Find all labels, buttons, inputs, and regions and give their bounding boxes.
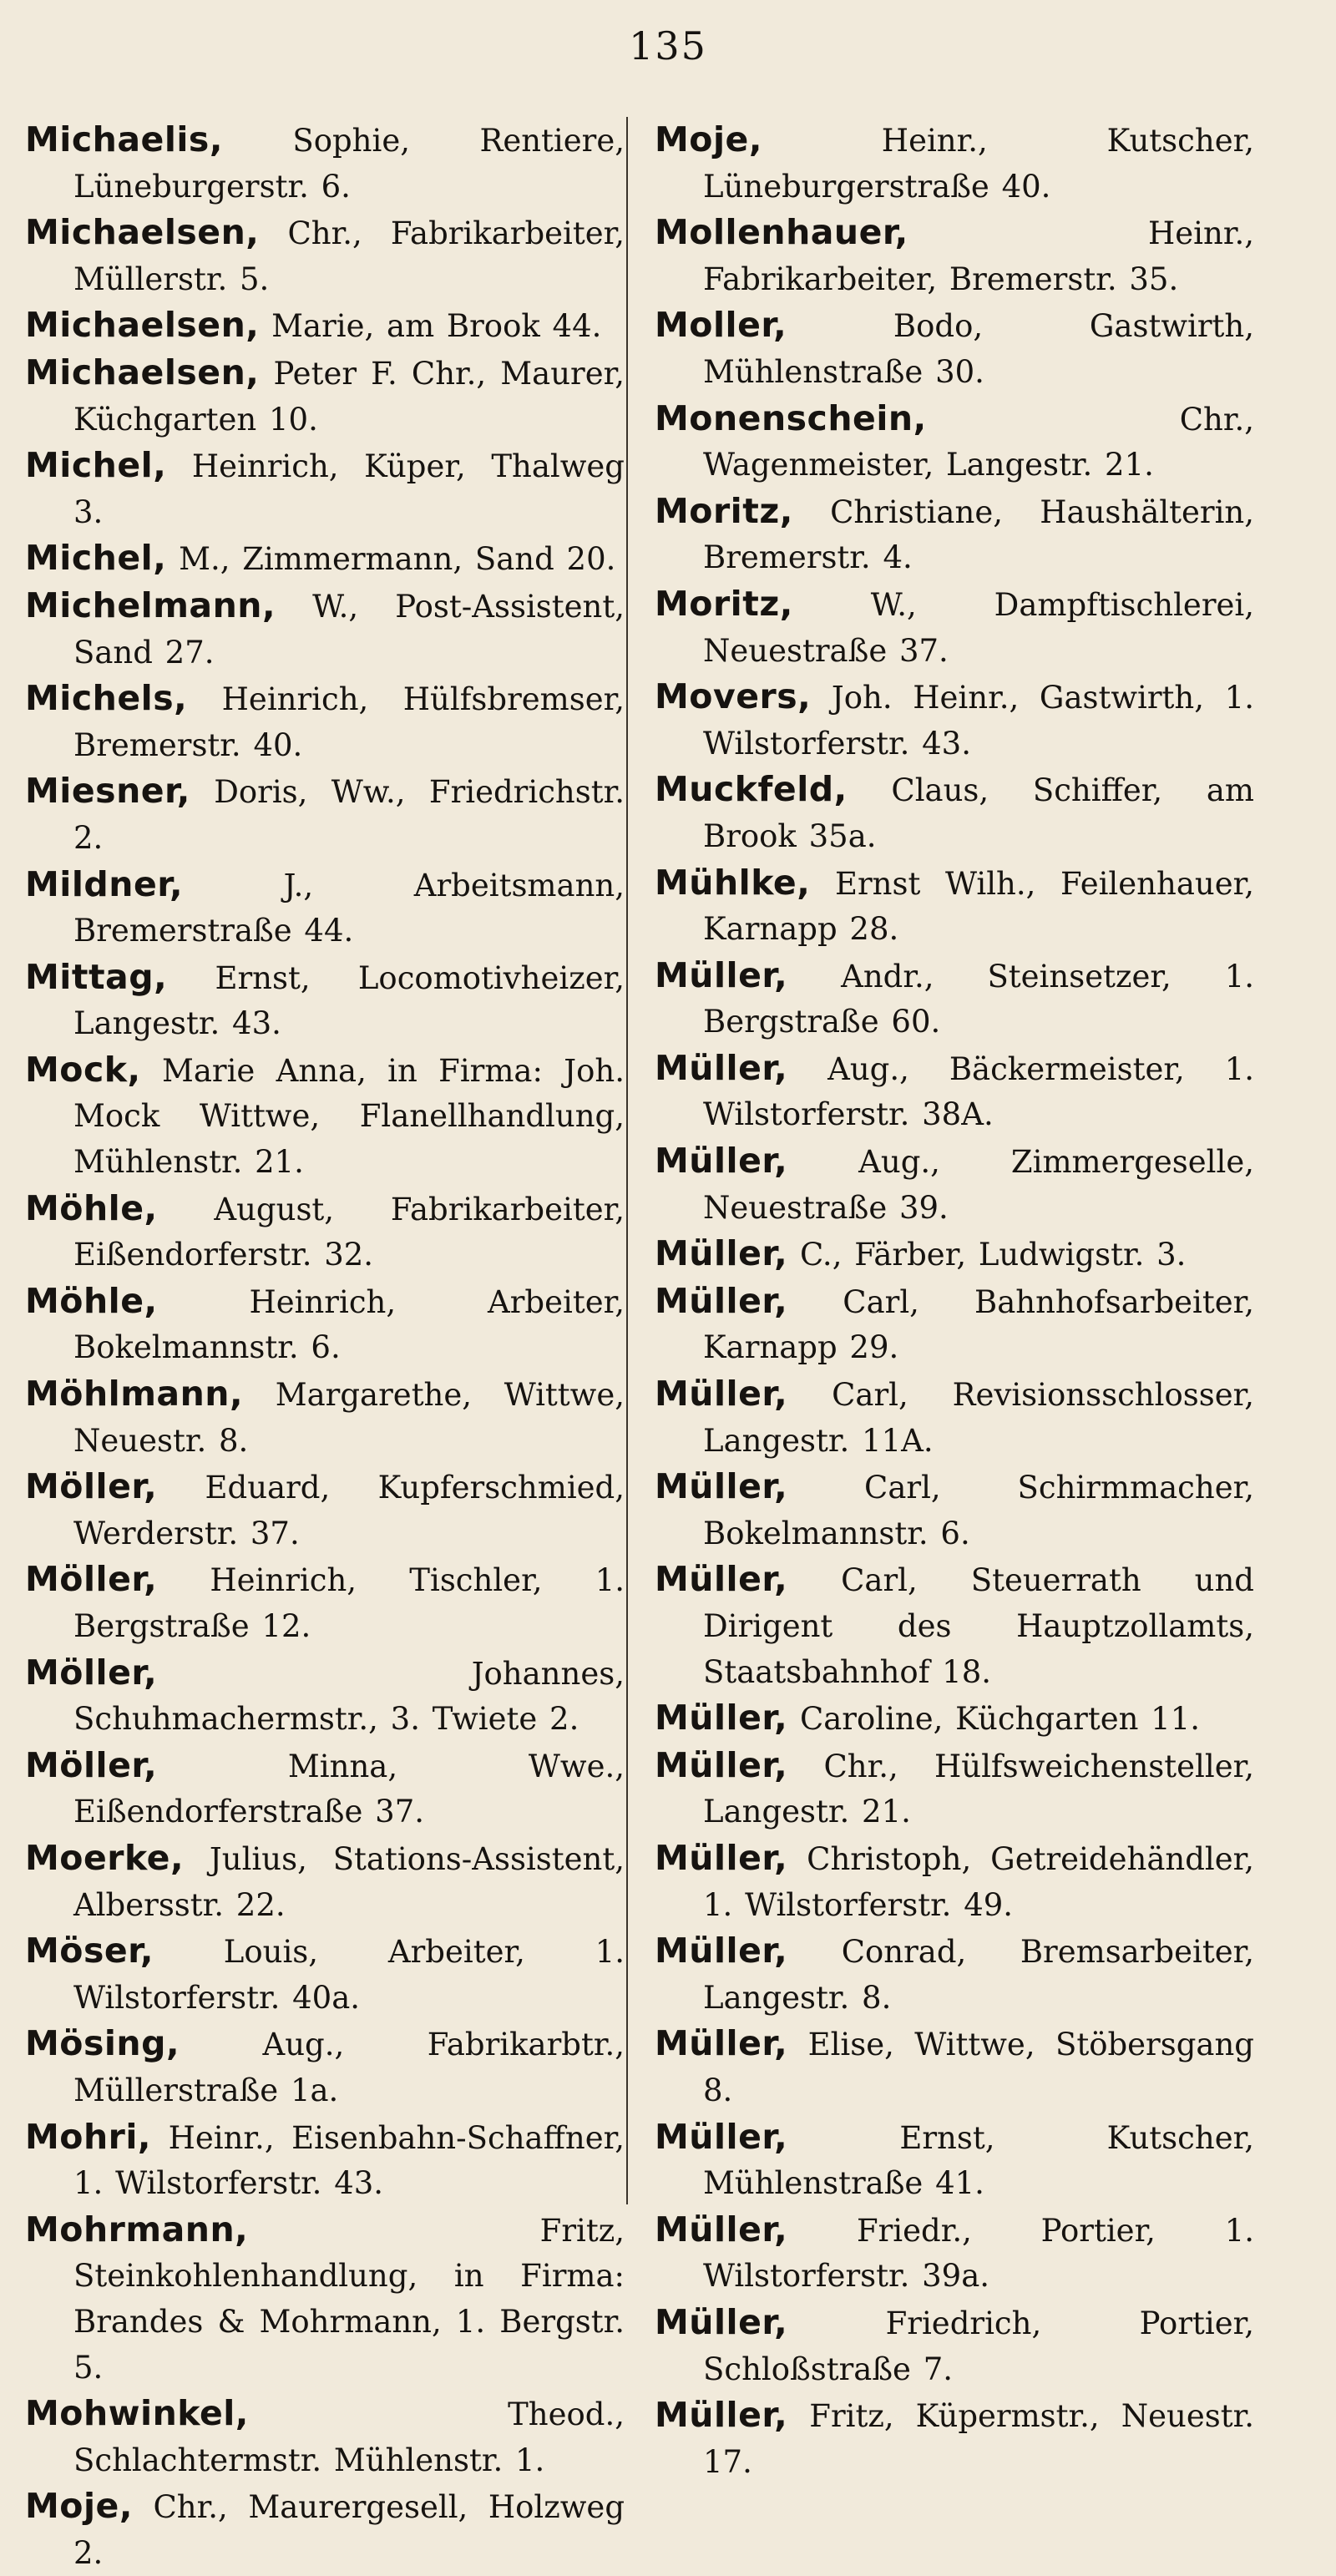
entry-surname: Moller, xyxy=(655,305,787,346)
directory-entry xyxy=(655,1231,1254,1278)
entry-details: Elise, Wittwe, Stöbersgang 8. xyxy=(703,2027,1254,2108)
directory-entry xyxy=(25,2021,625,2113)
directory-entry xyxy=(25,1186,625,1278)
directory-entry xyxy=(655,1278,1254,1371)
entry-details: Heinrich, Arbeiter, Bokelmannstr. 6. xyxy=(73,1283,625,1366)
directory-entry xyxy=(25,583,625,676)
entry-surname: Mock, xyxy=(25,1049,141,1090)
entry-details: Peter F. Chr., Maurer, Küchgarten 10. xyxy=(73,355,625,438)
entry-surname: Möhle, xyxy=(25,1187,158,1228)
entry-details: Heinrich, Tischler, 1. Bergstraße 12. xyxy=(73,1562,625,1644)
entry-surname: Möller, xyxy=(25,1559,158,1600)
entry-details: M., Zimmermann, Sand 20. xyxy=(179,541,616,578)
entry-surname: Müller, xyxy=(655,2209,788,2250)
entry-surname: Müller, xyxy=(655,2023,788,2064)
entry-surname: Movers, xyxy=(655,676,812,717)
entry-details: Friedrich, Portier, Schloßstraße 7. xyxy=(703,2305,1254,2387)
entry-details: Aug., Bäckermeister, 1. Wilstorferstr. 38A. xyxy=(703,1050,1254,1133)
directory-entry xyxy=(25,350,625,443)
directory-entry xyxy=(655,581,1254,674)
directory-entry xyxy=(655,1138,1254,1231)
entry-surname: Moritz, xyxy=(655,583,793,624)
directory-entry xyxy=(655,488,1254,581)
entry-surname: Michel, xyxy=(25,538,167,579)
entry-details: Eduard, Kupferschmied, Werderstr. 37. xyxy=(73,1470,625,1551)
directory-entry xyxy=(25,676,625,768)
directory-entry xyxy=(655,1928,1254,2021)
entry-details: Ernst Wilh., Feilenhauer, Karnapp 28. xyxy=(703,865,1254,948)
directory-entry xyxy=(25,117,625,210)
entry-surname: Möhle, xyxy=(25,1280,158,1321)
entry-details: Carl, Bahnhofsarbeiter, Karnapp 29. xyxy=(703,1283,1255,1366)
entry-details: Chr., Fabrikarbeiter, Müllerstr. 5. xyxy=(73,215,625,297)
entry-details: Louis, Arbeiter, 1. Wilstorferstr. 40a. xyxy=(73,1934,625,2016)
entry-details: Johannes, Schuhmachermstr., 3. Twiete 2. xyxy=(73,1655,625,1738)
directory-entry xyxy=(655,117,1254,210)
entry-surname: Monenschein, xyxy=(655,397,927,438)
directory-entry xyxy=(25,1464,625,1556)
entry-details: Heinr., Fabrikarbeiter, Bremerstr. 35. xyxy=(703,215,1254,297)
directory-entry xyxy=(25,302,625,350)
entry-surname: Moje, xyxy=(655,119,762,159)
directory-entry xyxy=(25,862,625,954)
entry-surname: Mohwinkel, xyxy=(25,2393,249,2434)
entry-surname: Mühlke, xyxy=(655,862,811,903)
directory-entry xyxy=(655,1464,1254,1556)
entry-details: J., Arbeitsmann, Bremerstraße 44. xyxy=(73,867,625,949)
directory-entry xyxy=(25,1835,625,1928)
entry-surname: Michels, xyxy=(25,678,188,719)
entry-surname: Möller, xyxy=(25,1652,158,1693)
entry-details: Aug., Zimmergeselle, Neuestraße 39. xyxy=(703,1144,1255,1226)
directory-entry xyxy=(25,768,625,861)
entry-surname: Müller, xyxy=(655,2301,788,2342)
entry-details: Conrad, Bremsarbeiter, Langestr. 8. xyxy=(703,1934,1254,2016)
entry-surname: Mösing, xyxy=(25,2023,180,2064)
entry-details: Christiane, Haushälterin, Bremerstr. 4. xyxy=(703,493,1255,576)
directory-entry xyxy=(25,954,625,1047)
entry-surname: Muckfeld, xyxy=(655,769,848,810)
directory-entry xyxy=(655,1045,1254,1138)
directory-entry xyxy=(25,1556,625,1649)
entry-surname: Müller, xyxy=(655,2116,788,2157)
entry-surname: Müller, xyxy=(655,1047,788,1088)
directory-entry xyxy=(25,2483,625,2576)
directory-entry xyxy=(655,1835,1254,1928)
directory-entry xyxy=(655,953,1254,1045)
entry-surname: Moerke, xyxy=(25,1837,185,1878)
directory-entry xyxy=(655,674,1254,767)
directory-entry xyxy=(655,2207,1254,2300)
entry-details: Christoph, Getreidehändler, 1. Wilstorferstr. 49. xyxy=(703,1840,1255,1923)
directory-entry xyxy=(655,210,1254,302)
directory-entry xyxy=(655,2392,1254,2485)
entry-details: Heinrich, Hülfsbremser, Bremerstr. 40. xyxy=(73,681,625,763)
entry-surname: Müller, xyxy=(655,1466,788,1507)
directory-entry xyxy=(655,860,1254,953)
entry-details: Carl, Steuerrath und Dirigent des Hauptzollamts, Staatsbahnhof 18. xyxy=(703,1562,1254,1690)
entry-details: Friedr., Portier, 1. Wilstorferstr. 39a. xyxy=(703,2212,1255,2295)
entry-details: Andr., Steinsetzer, 1. Bergstraße 60. xyxy=(703,958,1254,1040)
entry-details: W., Dampftischlerei, Neuestraße 37. xyxy=(703,586,1255,669)
entry-surname: Müller, xyxy=(655,1837,788,1878)
entry-surname: Mildner, xyxy=(25,863,184,904)
right-column xyxy=(655,117,1255,2480)
entry-details: Carl, Schirmmacher, Bokelmannstr. 6. xyxy=(703,1470,1254,1551)
left-column xyxy=(25,117,625,2571)
entry-surname: Moje, xyxy=(25,2486,133,2527)
entry-surname: Michel, xyxy=(25,445,167,486)
entry-details: Minna, Wwe., Eißendorferstraße 37. xyxy=(73,1748,625,1830)
directory-entry xyxy=(655,1743,1254,1835)
entry-details: Sophie, Rentiere, Lüneburgerstr. 6. xyxy=(73,123,625,205)
entry-surname: Michaelsen, xyxy=(25,305,260,346)
entry-details: C., Färber, Ludwigstr. 3. xyxy=(799,1237,1187,1273)
entry-surname: Mollenhauer, xyxy=(655,212,908,253)
directory-entry xyxy=(25,2114,625,2207)
entry-surname: Müller, xyxy=(655,1233,788,1274)
entry-details: Marie Anna, in Firma: Joh. Mock Wittwe, Flanellhandlung, Mühlenstr. 21. xyxy=(73,1052,625,1181)
entry-details: Claus, Schiffer, am Brook 35a. xyxy=(703,772,1255,854)
entry-surname: Möhlmann, xyxy=(25,1374,244,1415)
entry-surname: Mittag, xyxy=(25,956,168,997)
directory-entry xyxy=(25,1743,625,1835)
directory-entry xyxy=(25,1371,625,1464)
entry-surname: Möller, xyxy=(25,1744,158,1785)
directory-entry xyxy=(655,2021,1254,2113)
entry-surname: Möller, xyxy=(25,1466,158,1507)
directory-entry xyxy=(25,2391,625,2483)
entry-details: Ernst, Kutscher, Mühlenstraße 41. xyxy=(703,2119,1254,2202)
entry-details: Julius, Stations-Assistent, Albersstr. 22. xyxy=(73,1840,625,1923)
entry-surname: Müller, xyxy=(655,1374,788,1415)
entry-surname: Möser, xyxy=(25,1931,154,1971)
entry-surname: Müller, xyxy=(655,1744,788,1785)
entry-details: Heinrich, Küper, Thalweg 3. xyxy=(73,448,625,530)
directory-entry xyxy=(25,1650,625,1743)
directory-entry xyxy=(655,1695,1254,1743)
entry-details: Carl, Revisionsschlosser, Langestr. 11A. xyxy=(703,1377,1254,1459)
entry-surname: Michaelis, xyxy=(25,119,223,159)
entry-details: Chr., Hülfsweichensteller, Langestr. 21. xyxy=(703,1748,1254,1830)
entry-surname: Moritz, xyxy=(655,490,793,531)
directory-entry xyxy=(25,1928,625,2021)
entry-surname: Müller, xyxy=(655,1931,788,1971)
entry-details: August, Fabrikarbeiter, Eißendorferstr. 32. xyxy=(73,1191,625,1273)
directory-entry xyxy=(655,1556,1254,1695)
entry-surname: Müller, xyxy=(655,954,788,995)
directory-entry xyxy=(655,302,1254,395)
entry-surname: Müller, xyxy=(655,1280,788,1321)
entry-details: W., Post-Assistent, Sand 27. xyxy=(73,588,625,671)
entry-details: Ernst, Locomotivheizer, Langestr. 43. xyxy=(73,959,625,1042)
directory-entry xyxy=(655,396,1254,488)
directory-entry xyxy=(25,443,625,535)
column-divider xyxy=(626,117,628,2204)
entry-details: Heinr., Eisenbahn-Schaffner, 1. Wilstorferstr. 43. xyxy=(73,2119,625,2202)
entry-details: Doris, Ww., Friedrichstr. 2. xyxy=(73,774,625,856)
entry-details: Caroline, Küchgarten 11. xyxy=(799,1701,1201,1738)
directory-entry xyxy=(25,210,625,302)
entry-details: Marie, am Brook 44. xyxy=(271,308,602,345)
directory-entry xyxy=(25,535,625,583)
entry-surname: Miesner, xyxy=(25,771,190,812)
entry-surname: Müller, xyxy=(655,2395,788,2436)
entry-surname: Michaelsen, xyxy=(25,212,260,253)
entry-surname: Müller, xyxy=(655,1698,788,1738)
entry-surname: Müller, xyxy=(655,1559,788,1600)
entry-details: Joh. Heinr., Gastwirth, 1. Wilstorferstr. 43. xyxy=(703,680,1254,762)
entry-surname: Michaelsen, xyxy=(25,352,260,392)
page-number: 135 xyxy=(629,23,707,68)
entry-details: Chr., Wagenmeister, Langestr. 21. xyxy=(703,401,1254,483)
directory-entry xyxy=(655,2300,1254,2392)
entry-surname: Mohri, xyxy=(25,2116,152,2157)
entry-details: Fritz, Steinkohlenhandlung, in Firma: Brandes & Mohrmann, 1. Bergstr. 5. xyxy=(73,2212,625,2386)
entry-surname: Mohrmann, xyxy=(25,2209,249,2250)
entry-details: Bodo, Gastwirth, Mühlenstraße 30. xyxy=(703,308,1254,390)
entry-details: Chr., Maurergesell, Holzweg 2. xyxy=(73,2489,625,2571)
entry-details: Theod., Schlachtermstr. Mühlenstr. 1. xyxy=(73,2396,625,2478)
entry-surname: Müller, xyxy=(655,1141,788,1182)
directory-entry xyxy=(25,1047,625,1186)
entry-details: Fritz, Küpermstr., Neuestr. 17. xyxy=(703,2398,1255,2480)
directory-entry xyxy=(655,1371,1254,1464)
directory-entry xyxy=(25,1278,625,1371)
entry-details: Aug., Fabrikarbtr., Müllerstraße 1a. xyxy=(73,2027,625,2108)
directory-entry xyxy=(25,2207,625,2391)
entry-surname: Michelmann, xyxy=(25,585,276,625)
entry-details: Heinr., Kutscher, Lüneburgerstraße 40. xyxy=(703,123,1254,205)
entry-details: Margarethe, Wittwe, Neuestr. 8. xyxy=(73,1377,625,1459)
directory-entry xyxy=(655,767,1254,859)
directory-entry xyxy=(655,2114,1254,2207)
